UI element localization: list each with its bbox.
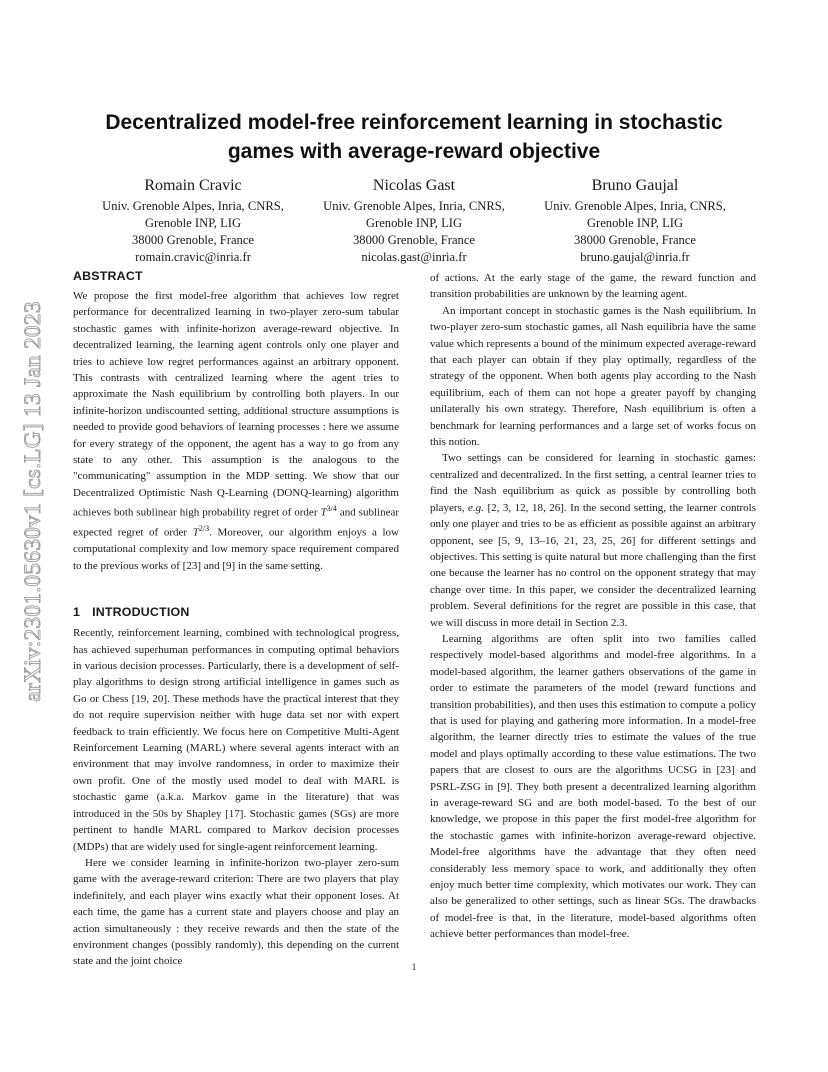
math-t: T <box>192 527 199 539</box>
paper-title <box>60 108 768 166</box>
right-column <box>430 270 756 943</box>
section-title: INTRODUCTION <box>92 605 190 620</box>
author-block-1 <box>82 176 304 266</box>
abstract-paragraph <box>73 288 399 574</box>
title-line-1: Decentralized model-free reinforcement learning in stochastic <box>105 111 723 134</box>
author-name: Romain Cravic <box>144 177 242 194</box>
author-name: Nicolas Gast <box>372 177 456 194</box>
left-column <box>73 268 399 970</box>
arxiv-stamp <box>19 262 46 740</box>
author-affiliation: Univ. Grenoble Alpes, Inria, CNRS, <box>544 199 726 213</box>
author-affiliation: Grenoble INP, LIG <box>586 216 684 230</box>
math-t: T <box>320 506 327 519</box>
author-city: 38000 Grenoble, France <box>131 233 255 247</box>
paragraph-text: Two settings can be considered for learning in stochastic games: centralized and decentralized. In the first setting, a central learner tries to find the Nash equilibrium as quick as possible by controlling both players, <box>430 452 756 514</box>
intro-paragraph-3: An important concept in stochastic games is the Nash equilibrium. In two-player zero-sum stochastic games, all Nash equilibria have the same value which represents a bound of the minimum expected average-reward that each player can obtain if they play optimally, regardless of the strategy of the opponent. When both agents play according to the Nash equilibrium, each of them can not hope a greater payoff by changing unilaterally his own strategy. Therefore, Nash equilibrium is often a benchmark for learning performances and a large set of works focus on this notion. <box>430 304 756 449</box>
author-block-2 <box>303 176 525 266</box>
title-line-2: games with average-reward objective <box>227 140 601 163</box>
author-affiliation: Univ. Grenoble Alpes, Inria, CNRS, <box>102 199 284 213</box>
math-exponent: 3/4 <box>326 504 337 514</box>
section-number: 1 <box>73 605 81 620</box>
author-affiliation: Grenoble INP, LIG <box>144 216 242 230</box>
abstract-text: . Moreover, our algorithm enjoys a low computational complexity and low memory space requirement compared to the previous works of [23] and [9] in the same setting. <box>73 527 399 572</box>
paragraph-text: [2, 3, 12, 18, 26]. In the second setting, the learner controls only one player and tries to be as efficient as possible against an arbitrary opponent, see [5, 9, 13–16, 21, 23, 25, 26] for different settings and objectives. This setting is quite natural but more challenging than the first one because the learner has no control on the opponent strategy that may change over time. In this paper, we consider the decentralized learning problem. Several definitions for the regret are possible in this case, that we will discuss in more detail in Section 2.3. <box>430 501 756 629</box>
abstract-heading: ABSTRACT <box>73 269 143 283</box>
author-affiliation: Univ. Grenoble Alpes, Inria, CNRS, <box>323 199 505 213</box>
intro-paragraph-4 <box>430 450 756 630</box>
author-affiliation: Grenoble INP, LIG <box>365 216 463 230</box>
author-email[interactable]: nicolas.gast@inria.fr <box>361 250 467 264</box>
math-exponent: 2/3 <box>198 524 210 534</box>
intro-paragraph-2: Here we consider learning in infinite-horizon two-player zero-sum game with the average-reward criterion: There are two players that play indefinitely, and each player wins exactly what their opponent loses. At each time, the game has a current state and players choose and play an action simultaneously : they receive rewards and then the state of the environment changes (possibly randomly), this depending on the current state and the joint choice <box>73 856 399 968</box>
intro-paragraph-5: Learning algorithms are often split into two families called respectively model-based algorithms and model-free algorithms. In a model-based algorithm, the learner gathers observations of the game in order to estimate the parameters of the model (reward functions and transition probabilities), and then uses this estimation to compute a policy that is used for playing and gathering more information. In a model-free algorithm, the learner directly tries to estimate the values of the true model and plays optimally according to these value estimations. The two papers that are closest to ours are the algorithms UCSG in [23] and PSRL-ZSG in [9]. They both present a decentralized learning algorithm in average-reward SG and are both model-based. To the best of our knowledge, we propose in this paper the first model-free algorithm for the stochastic games with infinite-horizon average-reward objective. Model-free algorithms have the advantage that they often need considerably less memory space to work, and additionally they often enjoy much better time complexity, which motivates our work. They can also be generalized to other settings, such as linear SGs. The drawbacks of model-free is that, in the literature, model-based algorithms often achieve better performances than model-free. <box>430 632 756 941</box>
arxiv-stamp-text: arXiv:2301.05630v1 [cs.LG] 13 Jan 2023 <box>19 300 46 702</box>
author-block-3 <box>524 176 746 266</box>
eg-abbrev: e.g. <box>468 501 484 514</box>
intro-paragraph-1: Recently, reinforcement learning, combined with technological progress, has achieved superhuman performances in computing optimal behaviors in various decision processes. Particularly, there is a development of self-play algorithms to design strong artificial intelligence in games such as Go or Chess [19, 20]. These methods have the practical interest that they do not require supervision neither with huge data set nor with expert feedback to train efficiently. We focus here on Competitive Multi-Agent Reinforcement Learning (MARL) where several agents interact with an environment that may involve randomness, in order to maximize their own profit. One of the mostly used model to deal with MARL is stochastic game (a.k.a. Markov game in the literature) that was introduced in the 50s by Shapley [17]. Stochastic games (SGs) are more pertinent to handle MARL compared to Markov decision processes (MDPs) that are widely used for single-agent reinforcement learning. <box>73 627 399 853</box>
author-email[interactable]: bruno.gaujal@inria.fr <box>580 250 690 264</box>
author-city: 38000 Grenoble, France <box>352 233 476 247</box>
author-name: Bruno Gaujal <box>591 177 679 194</box>
intro-paragraph-2-cont: of actions. At the early stage of the game, the reward function and transition probabilities are unknown by the learning agent. <box>430 272 756 301</box>
abstract-text: and sublinear expected regret of order <box>73 506 399 539</box>
intro-heading <box>73 604 399 620</box>
page-number: 1 <box>411 963 417 973</box>
abstract-text: We propose the first model-free algorithm that achieves low regret performance for decentralized learning in two-player zero-sum tabular stochastic games with infinite-horizon average-reward objective. In decentralized learning, the learning agent controls only one player and tries to achieve low regret performances against an arbitrary opponent. This contrasts with centralized learning where the agent tries to approximate the Nash equilibrium by controlling both players. In our infinite-horizon undiscounted setting, additional structure assumptions is needed to provide good behaviors of learning processes : here we assume for every strategy of the opponent, the agent has a way to go from any state to any other. This assumption is the analogous to the "communicating" assumption in the MDP setting. We show that our Decentralized Optimistic Nash Q-Learning (DONQ-learning) algorithm achieves both sublinear high probability regret of order <box>73 290 399 519</box>
author-email[interactable]: romain.cravic@inria.fr <box>135 250 251 264</box>
author-city: 38000 Grenoble, France <box>573 233 697 247</box>
